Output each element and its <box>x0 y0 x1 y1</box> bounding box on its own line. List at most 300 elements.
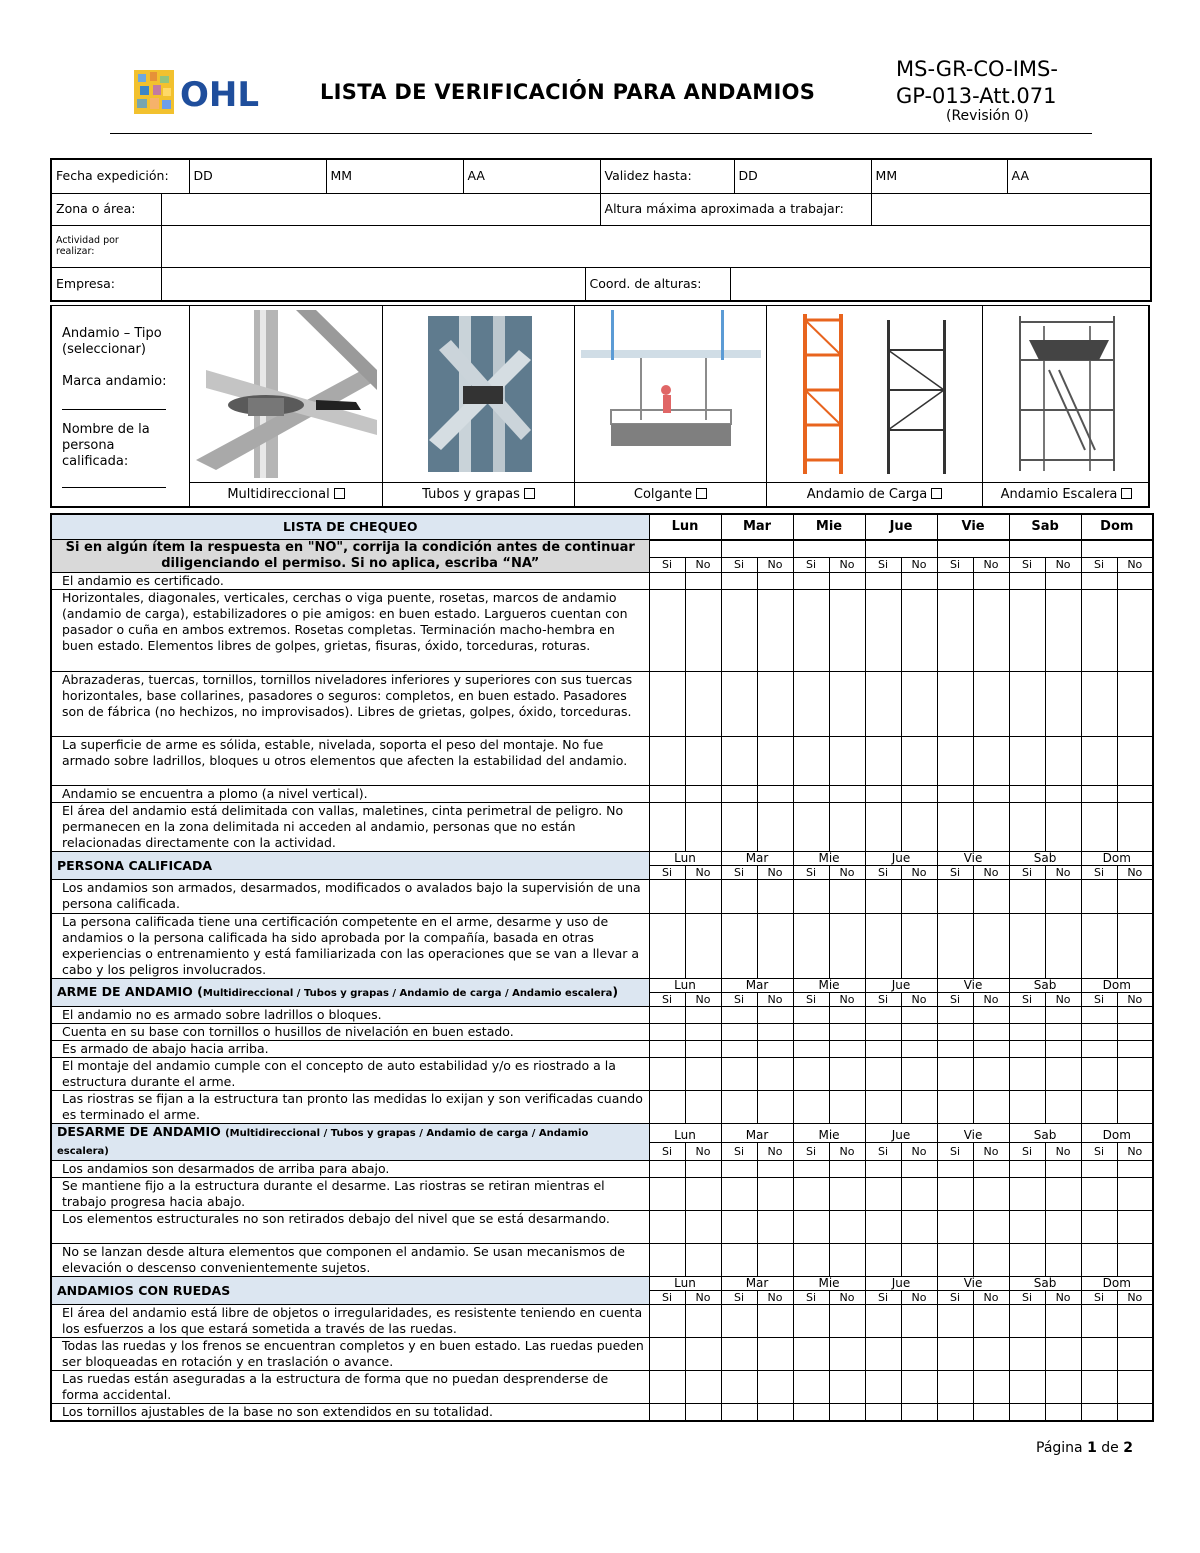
s1-3-check-7[interactable] <box>901 1058 937 1091</box>
s1-3-check-12[interactable] <box>1081 1058 1117 1091</box>
general-1-check-1[interactable] <box>685 590 721 672</box>
checkbox-andamio-escalera[interactable] <box>1121 488 1132 499</box>
s2-0-check-6[interactable] <box>865 1161 901 1178</box>
s2-3-check-2[interactable] <box>721 1244 757 1277</box>
s2-1-check-5[interactable] <box>829 1178 865 1211</box>
s1-0-check-7[interactable] <box>901 1007 937 1024</box>
s3-3-check-12[interactable] <box>1081 1404 1117 1422</box>
s2-2-check-5[interactable] <box>829 1211 865 1244</box>
s1-0-check-1[interactable] <box>685 1007 721 1024</box>
s1-4-check-10[interactable] <box>1009 1091 1045 1124</box>
option-andamio-carga[interactable] <box>766 306 982 507</box>
general-2-check-9[interactable] <box>973 672 1009 737</box>
general-2-check-4[interactable] <box>793 672 829 737</box>
general-5-check-7[interactable] <box>901 803 937 852</box>
s2-0-check-4[interactable] <box>793 1161 829 1178</box>
s3-2-check-9[interactable] <box>973 1371 1009 1404</box>
s3-0-check-1[interactable] <box>685 1305 721 1338</box>
general-0-check-3[interactable] <box>757 573 793 590</box>
general-1-check-4[interactable] <box>793 590 829 672</box>
general-2-check-3[interactable] <box>757 672 793 737</box>
s3-3-check-6[interactable] <box>865 1404 901 1422</box>
actividad-field[interactable] <box>161 225 1151 267</box>
general-0-check-6[interactable] <box>865 573 901 590</box>
s1-1-check-6[interactable] <box>865 1024 901 1041</box>
s0-0-check-12[interactable] <box>1081 880 1117 914</box>
s1-3-check-2[interactable] <box>721 1058 757 1091</box>
s0-0-check-4[interactable] <box>793 880 829 914</box>
s1-2-check-9[interactable] <box>973 1041 1009 1058</box>
s1-0-check-6[interactable] <box>865 1007 901 1024</box>
s1-0-check-12[interactable] <box>1081 1007 1117 1024</box>
general-4-check-5[interactable] <box>829 786 865 803</box>
s1-2-check-1[interactable] <box>685 1041 721 1058</box>
general-3-check-0[interactable] <box>649 737 685 786</box>
general-5-check-9[interactable] <box>973 803 1009 852</box>
general-1-check-6[interactable] <box>865 590 901 672</box>
fecha-mm-field[interactable]: MM <box>326 159 463 193</box>
general-5-check-2[interactable] <box>721 803 757 852</box>
s3-1-check-2[interactable] <box>721 1338 757 1371</box>
s2-3-check-6[interactable] <box>865 1244 901 1277</box>
s3-1-check-7[interactable] <box>901 1338 937 1371</box>
s2-2-check-4[interactable] <box>793 1211 829 1244</box>
s0-1-check-1[interactable] <box>685 914 721 979</box>
general-3-check-10[interactable] <box>1009 737 1045 786</box>
s0-0-check-6[interactable] <box>865 880 901 914</box>
s2-0-check-2[interactable] <box>721 1161 757 1178</box>
s3-2-check-4[interactable] <box>793 1371 829 1404</box>
general-3-check-3[interactable] <box>757 737 793 786</box>
s3-2-check-11[interactable] <box>1045 1371 1081 1404</box>
s2-2-check-9[interactable] <box>973 1211 1009 1244</box>
checkbox-colgante[interactable] <box>696 488 707 499</box>
general-4-check-9[interactable] <box>973 786 1009 803</box>
s1-1-check-11[interactable] <box>1045 1024 1081 1041</box>
general-4-check-6[interactable] <box>865 786 901 803</box>
s1-4-check-8[interactable] <box>937 1091 973 1124</box>
s1-0-check-2[interactable] <box>721 1007 757 1024</box>
s2-3-check-12[interactable] <box>1081 1244 1117 1277</box>
s1-1-check-7[interactable] <box>901 1024 937 1041</box>
general-0-check-11[interactable] <box>1045 573 1081 590</box>
s1-0-check-3[interactable] <box>757 1007 793 1024</box>
validez-mm-field[interactable]: MM <box>871 159 1007 193</box>
general-2-check-5[interactable] <box>829 672 865 737</box>
s1-2-check-12[interactable] <box>1081 1041 1117 1058</box>
s1-1-check-0[interactable] <box>649 1024 685 1041</box>
s3-3-check-8[interactable] <box>937 1404 973 1422</box>
s1-4-check-9[interactable] <box>973 1091 1009 1124</box>
s2-3-check-5[interactable] <box>829 1244 865 1277</box>
s2-1-check-7[interactable] <box>901 1178 937 1211</box>
qualified-person-field[interactable] <box>62 470 166 488</box>
s1-3-check-0[interactable] <box>649 1058 685 1091</box>
s3-1-check-4[interactable] <box>793 1338 829 1371</box>
general-4-check-7[interactable] <box>901 786 937 803</box>
s0-0-check-9[interactable] <box>973 880 1009 914</box>
s3-1-check-6[interactable] <box>865 1338 901 1371</box>
general-5-check-8[interactable] <box>937 803 973 852</box>
validez-aa-field[interactable]: AA <box>1007 159 1151 193</box>
s3-3-check-0[interactable] <box>649 1404 685 1422</box>
checkbox-andamio-carga[interactable] <box>931 488 942 499</box>
s1-0-check-0[interactable] <box>649 1007 685 1024</box>
s2-1-check-8[interactable] <box>937 1178 973 1211</box>
s3-2-check-0[interactable] <box>649 1371 685 1404</box>
s2-2-check-13[interactable] <box>1117 1211 1153 1244</box>
general-3-check-13[interactable] <box>1117 737 1153 786</box>
scaffold-brand-field[interactable] <box>62 390 166 410</box>
s3-1-check-1[interactable] <box>685 1338 721 1371</box>
s1-4-check-6[interactable] <box>865 1091 901 1124</box>
s1-4-check-4[interactable] <box>793 1091 829 1124</box>
altura-field[interactable] <box>871 193 1151 225</box>
general-4-check-4[interactable] <box>793 786 829 803</box>
s0-1-check-0[interactable] <box>649 914 685 979</box>
general-5-check-6[interactable] <box>865 803 901 852</box>
s3-0-check-0[interactable] <box>649 1305 685 1338</box>
s1-1-check-2[interactable] <box>721 1024 757 1041</box>
s1-3-check-13[interactable] <box>1117 1058 1153 1091</box>
s1-0-check-5[interactable] <box>829 1007 865 1024</box>
s3-2-check-10[interactable] <box>1009 1371 1045 1404</box>
general-0-check-9[interactable] <box>973 573 1009 590</box>
general-5-check-10[interactable] <box>1009 803 1045 852</box>
s3-2-check-6[interactable] <box>865 1371 901 1404</box>
general-0-check-1[interactable] <box>685 573 721 590</box>
s1-1-check-8[interactable] <box>937 1024 973 1041</box>
s1-0-check-10[interactable] <box>1009 1007 1045 1024</box>
s1-0-check-11[interactable] <box>1045 1007 1081 1024</box>
general-3-check-7[interactable] <box>901 737 937 786</box>
s3-3-check-13[interactable] <box>1117 1404 1153 1422</box>
s2-2-check-8[interactable] <box>937 1211 973 1244</box>
s3-3-check-1[interactable] <box>685 1404 721 1422</box>
s0-1-check-5[interactable] <box>829 914 865 979</box>
general-3-check-11[interactable] <box>1045 737 1081 786</box>
s0-1-check-12[interactable] <box>1081 914 1117 979</box>
general-3-check-6[interactable] <box>865 737 901 786</box>
s1-2-check-2[interactable] <box>721 1041 757 1058</box>
s0-1-check-4[interactable] <box>793 914 829 979</box>
s3-1-check-9[interactable] <box>973 1338 1009 1371</box>
s1-3-check-6[interactable] <box>865 1058 901 1091</box>
general-4-check-13[interactable] <box>1117 786 1153 803</box>
general-0-check-12[interactable] <box>1081 573 1117 590</box>
general-3-check-2[interactable] <box>721 737 757 786</box>
s0-1-check-2[interactable] <box>721 914 757 979</box>
s2-1-check-2[interactable] <box>721 1178 757 1211</box>
s0-1-check-13[interactable] <box>1117 914 1153 979</box>
general-3-check-8[interactable] <box>937 737 973 786</box>
s1-1-check-4[interactable] <box>793 1024 829 1041</box>
option-colgante[interactable] <box>574 306 766 507</box>
s3-3-check-2[interactable] <box>721 1404 757 1422</box>
general-3-check-4[interactable] <box>793 737 829 786</box>
s0-0-check-11[interactable] <box>1045 880 1081 914</box>
general-3-check-1[interactable] <box>685 737 721 786</box>
s2-2-check-6[interactable] <box>865 1211 901 1244</box>
general-2-check-2[interactable] <box>721 672 757 737</box>
s3-3-check-7[interactable] <box>901 1404 937 1422</box>
general-5-check-3[interactable] <box>757 803 793 852</box>
s1-0-check-13[interactable] <box>1117 1007 1153 1024</box>
general-5-check-5[interactable] <box>829 803 865 852</box>
s1-1-check-12[interactable] <box>1081 1024 1117 1041</box>
s1-2-check-6[interactable] <box>865 1041 901 1058</box>
s3-0-check-12[interactable] <box>1081 1305 1117 1338</box>
s3-0-check-4[interactable] <box>793 1305 829 1338</box>
s2-3-check-9[interactable] <box>973 1244 1009 1277</box>
general-5-check-1[interactable] <box>685 803 721 852</box>
s2-2-check-1[interactable] <box>685 1211 721 1244</box>
s2-0-check-9[interactable] <box>973 1161 1009 1178</box>
s2-0-check-0[interactable] <box>649 1161 685 1178</box>
general-2-check-13[interactable] <box>1117 672 1153 737</box>
s0-1-check-9[interactable] <box>973 914 1009 979</box>
general-5-check-12[interactable] <box>1081 803 1117 852</box>
s3-0-check-8[interactable] <box>937 1305 973 1338</box>
general-0-check-5[interactable] <box>829 573 865 590</box>
s2-0-check-1[interactable] <box>685 1161 721 1178</box>
s2-3-check-11[interactable] <box>1045 1244 1081 1277</box>
general-0-check-7[interactable] <box>901 573 937 590</box>
s1-3-check-10[interactable] <box>1009 1058 1045 1091</box>
general-4-check-1[interactable] <box>685 786 721 803</box>
s3-3-check-10[interactable] <box>1009 1404 1045 1422</box>
general-3-check-12[interactable] <box>1081 737 1117 786</box>
s1-4-check-7[interactable] <box>901 1091 937 1124</box>
s2-1-check-10[interactable] <box>1009 1178 1045 1211</box>
s1-2-check-10[interactable] <box>1009 1041 1045 1058</box>
s3-2-check-2[interactable] <box>721 1371 757 1404</box>
s1-2-check-0[interactable] <box>649 1041 685 1058</box>
s2-3-check-13[interactable] <box>1117 1244 1153 1277</box>
s2-1-check-11[interactable] <box>1045 1178 1081 1211</box>
empresa-field[interactable] <box>161 267 585 301</box>
option-andamio-escalera[interactable] <box>982 306 1150 507</box>
general-0-check-10[interactable] <box>1009 573 1045 590</box>
s3-3-check-9[interactable] <box>973 1404 1009 1422</box>
coord-alturas-field[interactable] <box>730 267 1151 301</box>
s3-0-check-6[interactable] <box>865 1305 901 1338</box>
s3-2-check-5[interactable] <box>829 1371 865 1404</box>
general-4-check-2[interactable] <box>721 786 757 803</box>
s1-1-check-13[interactable] <box>1117 1024 1153 1041</box>
s3-0-check-7[interactable] <box>901 1305 937 1338</box>
s1-0-check-4[interactable] <box>793 1007 829 1024</box>
s3-0-check-10[interactable] <box>1009 1305 1045 1338</box>
s2-1-check-6[interactable] <box>865 1178 901 1211</box>
s3-0-check-13[interactable] <box>1117 1305 1153 1338</box>
s2-3-check-3[interactable] <box>757 1244 793 1277</box>
s3-0-check-3[interactable] <box>757 1305 793 1338</box>
s2-0-check-8[interactable] <box>937 1161 973 1178</box>
s1-4-check-0[interactable] <box>649 1091 685 1124</box>
s3-0-check-2[interactable] <box>721 1305 757 1338</box>
s3-1-check-0[interactable] <box>649 1338 685 1371</box>
checkbox-tubos-grapas[interactable] <box>524 488 535 499</box>
general-4-check-12[interactable] <box>1081 786 1117 803</box>
s2-0-check-7[interactable] <box>901 1161 937 1178</box>
s1-0-check-8[interactable] <box>937 1007 973 1024</box>
s1-2-check-4[interactable] <box>793 1041 829 1058</box>
s2-0-check-13[interactable] <box>1117 1161 1153 1178</box>
s1-3-check-5[interactable] <box>829 1058 865 1091</box>
validez-dd-field[interactable]: DD <box>734 159 871 193</box>
s3-0-check-5[interactable] <box>829 1305 865 1338</box>
s2-2-check-11[interactable] <box>1045 1211 1081 1244</box>
general-5-check-0[interactable] <box>649 803 685 852</box>
s3-1-check-8[interactable] <box>937 1338 973 1371</box>
s0-0-check-0[interactable] <box>649 880 685 914</box>
s1-2-check-13[interactable] <box>1117 1041 1153 1058</box>
general-2-check-8[interactable] <box>937 672 973 737</box>
s0-1-check-10[interactable] <box>1009 914 1045 979</box>
s1-2-check-7[interactable] <box>901 1041 937 1058</box>
zona-field[interactable] <box>161 193 600 225</box>
general-2-check-6[interactable] <box>865 672 901 737</box>
s2-3-check-4[interactable] <box>793 1244 829 1277</box>
fecha-aa-field[interactable]: AA <box>463 159 600 193</box>
general-2-check-10[interactable] <box>1009 672 1045 737</box>
s3-0-check-9[interactable] <box>973 1305 1009 1338</box>
s0-0-check-5[interactable] <box>829 880 865 914</box>
s1-4-check-2[interactable] <box>721 1091 757 1124</box>
s3-1-check-12[interactable] <box>1081 1338 1117 1371</box>
s2-2-check-2[interactable] <box>721 1211 757 1244</box>
general-4-check-11[interactable] <box>1045 786 1081 803</box>
general-1-check-2[interactable] <box>721 590 757 672</box>
s0-0-check-13[interactable] <box>1117 880 1153 914</box>
s1-3-check-9[interactable] <box>973 1058 1009 1091</box>
s1-1-check-3[interactable] <box>757 1024 793 1041</box>
s3-1-check-10[interactable] <box>1009 1338 1045 1371</box>
s3-3-check-4[interactable] <box>793 1404 829 1422</box>
s1-4-check-3[interactable] <box>757 1091 793 1124</box>
general-3-check-9[interactable] <box>973 737 1009 786</box>
s1-4-check-1[interactable] <box>685 1091 721 1124</box>
general-2-check-11[interactable] <box>1045 672 1081 737</box>
s3-1-check-3[interactable] <box>757 1338 793 1371</box>
s1-3-check-1[interactable] <box>685 1058 721 1091</box>
s0-0-check-2[interactable] <box>721 880 757 914</box>
s1-2-check-11[interactable] <box>1045 1041 1081 1058</box>
s2-0-check-3[interactable] <box>757 1161 793 1178</box>
s1-4-check-5[interactable] <box>829 1091 865 1124</box>
s2-2-check-7[interactable] <box>901 1211 937 1244</box>
general-1-check-8[interactable] <box>937 590 973 672</box>
s1-4-check-13[interactable] <box>1117 1091 1153 1124</box>
general-1-check-5[interactable] <box>829 590 865 672</box>
s1-3-check-11[interactable] <box>1045 1058 1081 1091</box>
s3-1-check-5[interactable] <box>829 1338 865 1371</box>
s3-0-check-11[interactable] <box>1045 1305 1081 1338</box>
fecha-dd-field[interactable]: DD <box>189 159 326 193</box>
s0-1-check-7[interactable] <box>901 914 937 979</box>
s3-2-check-8[interactable] <box>937 1371 973 1404</box>
general-4-check-8[interactable] <box>937 786 973 803</box>
s3-3-check-11[interactable] <box>1045 1404 1081 1422</box>
general-0-check-13[interactable] <box>1117 573 1153 590</box>
option-multidireccional[interactable] <box>189 306 382 507</box>
s2-0-check-10[interactable] <box>1009 1161 1045 1178</box>
s2-2-check-10[interactable] <box>1009 1211 1045 1244</box>
s0-1-check-6[interactable] <box>865 914 901 979</box>
s0-0-check-7[interactable] <box>901 880 937 914</box>
s1-1-check-10[interactable] <box>1009 1024 1045 1041</box>
general-1-check-12[interactable] <box>1081 590 1117 672</box>
s2-1-check-3[interactable] <box>757 1178 793 1211</box>
s0-1-check-11[interactable] <box>1045 914 1081 979</box>
general-4-check-10[interactable] <box>1009 786 1045 803</box>
s2-1-check-13[interactable] <box>1117 1178 1153 1211</box>
s0-0-check-1[interactable] <box>685 880 721 914</box>
s0-1-check-8[interactable] <box>937 914 973 979</box>
s2-3-check-8[interactable] <box>937 1244 973 1277</box>
s2-1-check-12[interactable] <box>1081 1178 1117 1211</box>
general-0-check-0[interactable] <box>649 573 685 590</box>
s0-1-check-3[interactable] <box>757 914 793 979</box>
general-0-check-4[interactable] <box>793 573 829 590</box>
general-4-check-3[interactable] <box>757 786 793 803</box>
general-1-check-13[interactable] <box>1117 590 1153 672</box>
s2-3-check-7[interactable] <box>901 1244 937 1277</box>
s2-1-check-0[interactable] <box>649 1178 685 1211</box>
s3-2-check-13[interactable] <box>1117 1371 1153 1404</box>
s3-3-check-3[interactable] <box>757 1404 793 1422</box>
s0-0-check-8[interactable] <box>937 880 973 914</box>
s1-3-check-3[interactable] <box>757 1058 793 1091</box>
s1-1-check-9[interactable] <box>973 1024 1009 1041</box>
s3-1-check-13[interactable] <box>1117 1338 1153 1371</box>
s0-0-check-10[interactable] <box>1009 880 1045 914</box>
s1-1-check-1[interactable] <box>685 1024 721 1041</box>
s1-1-check-5[interactable] <box>829 1024 865 1041</box>
general-5-check-11[interactable] <box>1045 803 1081 852</box>
general-5-check-4[interactable] <box>793 803 829 852</box>
s0-0-check-3[interactable] <box>757 880 793 914</box>
s2-3-check-1[interactable] <box>685 1244 721 1277</box>
general-2-check-12[interactable] <box>1081 672 1117 737</box>
s3-2-check-12[interactable] <box>1081 1371 1117 1404</box>
s2-3-check-0[interactable] <box>649 1244 685 1277</box>
s2-2-check-12[interactable] <box>1081 1211 1117 1244</box>
general-0-check-2[interactable] <box>721 573 757 590</box>
s2-1-check-1[interactable] <box>685 1178 721 1211</box>
s2-1-check-4[interactable] <box>793 1178 829 1211</box>
general-4-check-0[interactable] <box>649 786 685 803</box>
s1-3-check-4[interactable] <box>793 1058 829 1091</box>
s2-0-check-5[interactable] <box>829 1161 865 1178</box>
s1-4-check-11[interactable] <box>1045 1091 1081 1124</box>
general-1-check-10[interactable] <box>1009 590 1045 672</box>
general-1-check-9[interactable] <box>973 590 1009 672</box>
s3-1-check-11[interactable] <box>1045 1338 1081 1371</box>
s2-0-check-12[interactable] <box>1081 1161 1117 1178</box>
s1-2-check-8[interactable] <box>937 1041 973 1058</box>
s1-4-check-12[interactable] <box>1081 1091 1117 1124</box>
s1-2-check-5[interactable] <box>829 1041 865 1058</box>
general-2-check-0[interactable] <box>649 672 685 737</box>
s3-2-check-7[interactable] <box>901 1371 937 1404</box>
checkbox-multidireccional[interactable] <box>334 488 345 499</box>
option-tubos-grapas[interactable] <box>382 306 574 507</box>
general-1-check-7[interactable] <box>901 590 937 672</box>
s1-2-check-3[interactable] <box>757 1041 793 1058</box>
general-0-check-8[interactable] <box>937 573 973 590</box>
